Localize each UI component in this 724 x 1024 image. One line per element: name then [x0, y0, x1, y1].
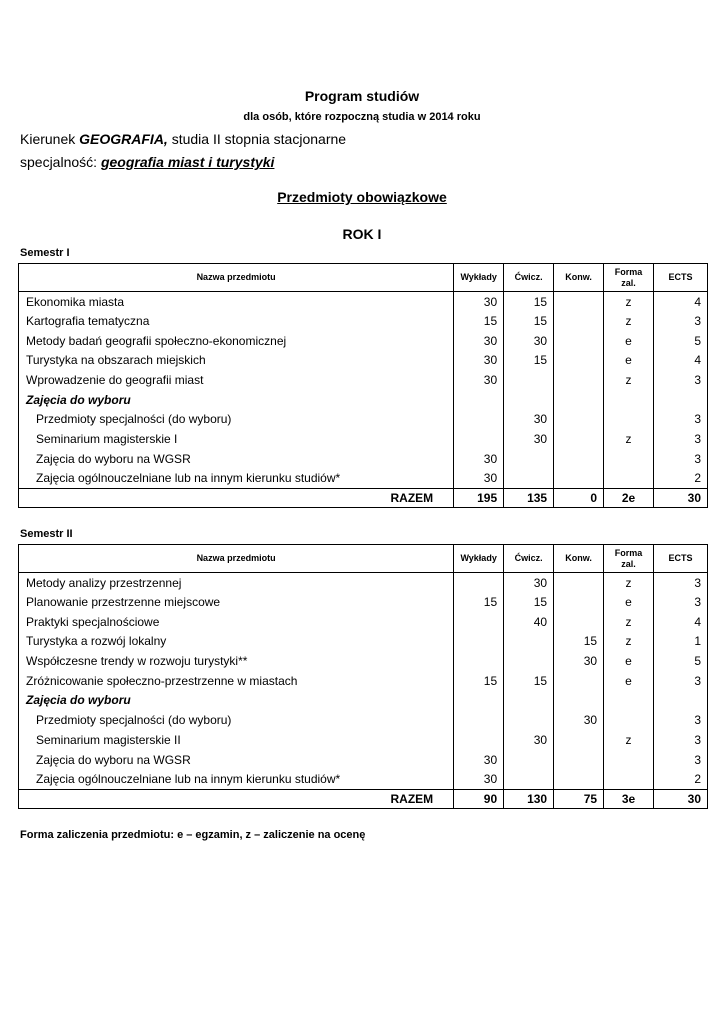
conv-hours: 15 [554, 632, 604, 652]
lectures-hours: 30 [454, 769, 504, 789]
form-value [604, 449, 654, 469]
table-row [19, 390, 708, 410]
total-row [19, 789, 708, 808]
conv-hours [554, 429, 604, 449]
course-name: Seminarium magisterskie II [19, 730, 454, 750]
total-row [19, 488, 708, 507]
total-label: RAZEM [19, 488, 454, 507]
table-row [19, 592, 708, 612]
page-subtitle: dla osób, które rozpoczną studia w 2014 roku [243, 111, 481, 123]
table-row [19, 331, 708, 351]
form-value [604, 750, 654, 770]
table-row [19, 750, 708, 770]
form-value: e [604, 651, 654, 671]
form-value [604, 769, 654, 789]
semester-1-table [18, 263, 708, 508]
lectures-hours [454, 410, 504, 430]
lectures-hours: 15 [454, 592, 504, 612]
lectures-hours [454, 573, 504, 593]
course-name: Zajęcia do wyboru [19, 390, 454, 410]
ects-value: 4 [654, 292, 708, 312]
ects-value: 3 [654, 573, 708, 593]
col-ects: ECTS [654, 545, 708, 573]
ects-value: 2 [654, 469, 708, 489]
total-lectures: 90 [454, 789, 504, 808]
form-value [604, 691, 654, 711]
table-row [19, 632, 708, 652]
exercises-hours: 30 [504, 573, 554, 593]
conv-hours: 30 [554, 710, 604, 730]
col-conv: Konw. [554, 545, 604, 573]
lectures-hours [454, 710, 504, 730]
ects-value: 4 [654, 351, 708, 371]
ects-value: 5 [654, 651, 708, 671]
total-label: RAZEM [19, 789, 454, 808]
lectures-hours [454, 390, 504, 410]
lectures-hours: 30 [454, 292, 504, 312]
col-form: Forma zal. [604, 264, 654, 292]
table-row [19, 292, 708, 312]
course-name: Zajęcia ogólnouczelniane lub na innym kierunku studiów* [19, 769, 454, 789]
form-value: z [604, 632, 654, 652]
course-name: Praktyki specjalnościowe [19, 612, 454, 632]
table-header [19, 545, 708, 573]
exercises-hours: 15 [504, 351, 554, 371]
col-ects: ECTS [654, 264, 708, 292]
col-lectures: Wykłady [454, 264, 504, 292]
conv-hours [554, 390, 604, 410]
exercises-hours [504, 390, 554, 410]
lectures-hours: 30 [454, 331, 504, 351]
section-title: Przedmioty obowiązkowe [277, 189, 447, 205]
col-form: Forma zal. [604, 545, 654, 573]
specialization-name: geografia miast i turystyki [100, 154, 275, 170]
exercises-hours [504, 750, 554, 770]
field-of-study: Kierunek GEOGRAFIA, studia II stopnia stacjonarne [20, 131, 347, 147]
conv-hours [554, 331, 604, 351]
form-value: z [604, 292, 654, 312]
course-name: Przedmioty specjalności (do wyboru) [19, 410, 454, 430]
exercises-hours: 15 [504, 292, 554, 312]
form-value: e [604, 351, 654, 371]
table-row [19, 691, 708, 711]
grading-legend: Forma zaliczenia przedmiotu: e – egzamin, z – zaliczenie na ocenę [20, 829, 366, 841]
ects-value: 3 [654, 370, 708, 390]
year-heading: ROK I [342, 226, 382, 242]
col-name: Nazwa przedmiotu [19, 264, 454, 292]
lectures-hours: 30 [454, 370, 504, 390]
form-value: z [604, 612, 654, 632]
ects-value: 3 [654, 311, 708, 331]
course-name: Seminarium magisterskie I [19, 429, 454, 449]
lectures-hours [454, 612, 504, 632]
table-row [19, 410, 708, 430]
form-value [604, 390, 654, 410]
table-row [19, 769, 708, 789]
ects-value: 3 [654, 710, 708, 730]
col-conv: Konw. [554, 264, 604, 292]
exercises-hours: 30 [504, 410, 554, 430]
table-row [19, 730, 708, 750]
conv-hours [554, 730, 604, 750]
total-form: 2e [604, 488, 654, 507]
form-value: z [604, 311, 654, 331]
conv-hours [554, 351, 604, 371]
course-name: Wprowadzenie do geografii miast [19, 370, 454, 390]
course-name: Zajęcia ogólnouczelniane lub na innym kierunku studiów* [19, 469, 454, 489]
total-lectures: 195 [454, 488, 504, 507]
exercises-hours [504, 370, 554, 390]
lectures-hours [454, 730, 504, 750]
exercises-hours [504, 651, 554, 671]
form-value: e [604, 331, 654, 351]
exercises-hours: 15 [504, 592, 554, 612]
course-name: Zajęcia do wyboru [19, 691, 454, 711]
ects-value: 3 [654, 592, 708, 612]
lectures-hours [454, 632, 504, 652]
course-name: Planowanie przestrzenne miejscowe [19, 592, 454, 612]
form-value: z [604, 429, 654, 449]
course-name: Zajęcia do wyboru na WGSR [19, 449, 454, 469]
ects-value: 4 [654, 612, 708, 632]
exercises-hours: 15 [504, 311, 554, 331]
ects-value: 1 [654, 632, 708, 652]
course-name: Zróżnicowanie społeczno-przestrzenne w miastach [19, 671, 454, 691]
col-exercises: Ćwicz. [504, 545, 554, 573]
conv-hours [554, 691, 604, 711]
exercises-hours: 30 [504, 331, 554, 351]
conv-hours [554, 449, 604, 469]
course-name: Metody badań geografii społeczno-ekonomicznej [19, 331, 454, 351]
table-row [19, 351, 708, 371]
form-value: e [604, 592, 654, 612]
total-form: 3e [604, 789, 654, 808]
exercises-hours: 15 [504, 671, 554, 691]
form-value: z [604, 730, 654, 750]
ects-value [654, 390, 708, 410]
form-value: e [604, 671, 654, 691]
col-name: Nazwa przedmiotu [19, 545, 454, 573]
exercises-hours: 30 [504, 429, 554, 449]
table-row [19, 429, 708, 449]
exercises-hours [504, 710, 554, 730]
conv-hours [554, 750, 604, 770]
field-name: GEOGRAFIA, [79, 131, 168, 147]
course-name: Ekonomika miasta [19, 292, 454, 312]
ects-value: 3 [654, 750, 708, 770]
table-row [19, 311, 708, 331]
exercises-hours: 30 [504, 730, 554, 750]
lectures-hours [454, 691, 504, 711]
course-name: Turystyka a rozwój lokalny [19, 632, 454, 652]
semester-2-table [18, 544, 708, 809]
total-ects: 30 [654, 789, 708, 808]
exercises-hours [504, 632, 554, 652]
conv-hours [554, 292, 604, 312]
ects-value: 3 [654, 449, 708, 469]
conv-hours [554, 311, 604, 331]
specialization: specjalność: geografia miast i turystyki [20, 154, 275, 170]
conv-hours [554, 410, 604, 430]
lectures-hours: 15 [454, 671, 504, 691]
lectures-hours: 15 [454, 311, 504, 331]
ects-value: 3 [654, 730, 708, 750]
table-row [19, 469, 708, 489]
semester-1-label: Semestr I [20, 247, 70, 259]
exercises-hours [504, 469, 554, 489]
conv-hours [554, 769, 604, 789]
course-name: Przedmioty specjalności (do wyboru) [19, 710, 454, 730]
conv-hours [554, 612, 604, 632]
table-row [19, 710, 708, 730]
conv-hours [554, 573, 604, 593]
table-row [19, 449, 708, 469]
conv-hours [554, 592, 604, 612]
table-row [19, 671, 708, 691]
exercises-hours [504, 449, 554, 469]
col-exercises: Ćwicz. [504, 264, 554, 292]
form-value [604, 469, 654, 489]
form-value [604, 710, 654, 730]
total-exercises: 135 [504, 488, 554, 507]
conv-hours [554, 370, 604, 390]
total-conv: 75 [554, 789, 604, 808]
ects-value [654, 691, 708, 711]
lectures-hours [454, 429, 504, 449]
form-value: z [604, 573, 654, 593]
ects-value: 3 [654, 671, 708, 691]
course-name: Zajęcia do wyboru na WGSR [19, 750, 454, 770]
ects-value: 3 [654, 429, 708, 449]
table-row [19, 651, 708, 671]
exercises-hours [504, 691, 554, 711]
total-ects: 30 [654, 488, 708, 507]
table-header [19, 264, 708, 292]
form-value: z [604, 370, 654, 390]
table-row [19, 573, 708, 593]
table-row [19, 370, 708, 390]
conv-hours [554, 671, 604, 691]
total-conv: 0 [554, 488, 604, 507]
ects-value: 5 [654, 331, 708, 351]
course-name: Metody analizy przestrzennej [19, 573, 454, 593]
exercises-hours [504, 769, 554, 789]
course-name: Kartografia tematyczna [19, 311, 454, 331]
col-lectures: Wykłady [454, 545, 504, 573]
form-value [604, 410, 654, 430]
conv-hours [554, 469, 604, 489]
lectures-hours: 30 [454, 469, 504, 489]
ects-value: 2 [654, 769, 708, 789]
lectures-hours: 30 [454, 750, 504, 770]
ects-value: 3 [654, 410, 708, 430]
semester-2-label: Semestr II [20, 528, 73, 540]
page-title: Program studiów [304, 88, 420, 104]
exercises-hours: 40 [504, 612, 554, 632]
total-exercises: 130 [504, 789, 554, 808]
conv-hours: 30 [554, 651, 604, 671]
course-name: Turystyka na obszarach miejskich [19, 351, 454, 371]
table-row [19, 612, 708, 632]
lectures-hours: 30 [454, 449, 504, 469]
lectures-hours [454, 651, 504, 671]
lectures-hours: 30 [454, 351, 504, 371]
course-name: Współczesne trendy w rozwoju turystyki** [19, 651, 454, 671]
